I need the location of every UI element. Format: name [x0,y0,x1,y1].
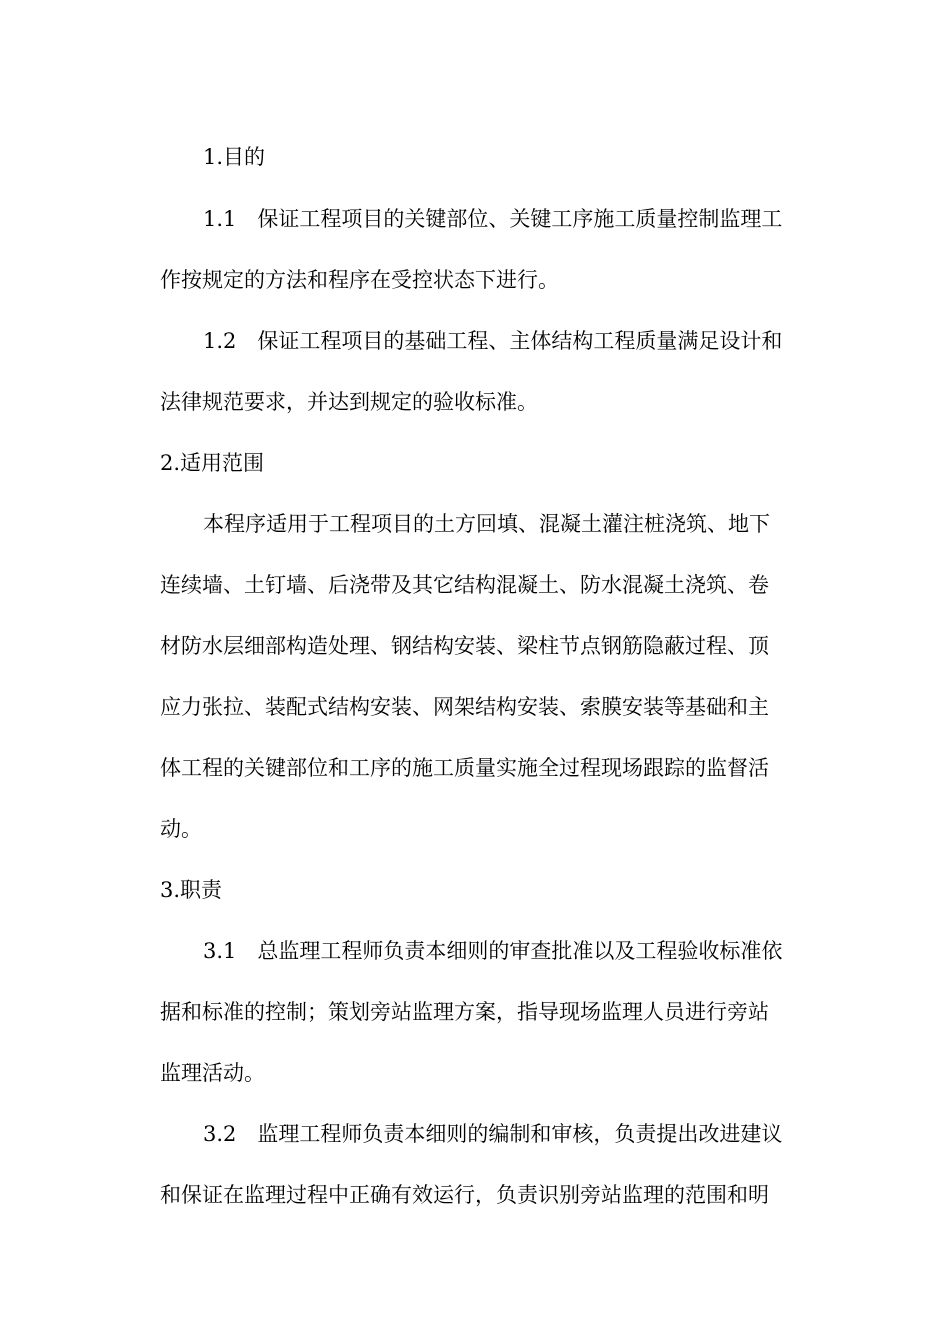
paragraph-line: 3.1 总监理工程师负责本细则的审查批准以及工程验收标准依 [203,939,783,963]
paragraph-line: 3.2 监理工程师负责本细则的编制和审核，负责提出改进建议 [203,1122,783,1146]
paragraph-line: 法律规范要求，并达到规定的验收标准。 [160,390,538,414]
section-heading-responsibilities: 3.职责 [160,878,223,902]
paragraph-line: 应力张拉、装配式结构安装、网架结构安装、索膜安装等基础和主 [160,695,769,719]
section-heading-purpose: 1.目的 [203,145,266,169]
paragraph-line: 连续墙、土钉墙、后浇带及其它结构混凝土、防水混凝土浇筑、卷 [160,573,769,597]
paragraph-line: 作按规定的方法和程序在受控状态下进行。 [160,268,559,292]
paragraph-line: 据和标准的控制；策划旁站监理方案，指导现场监理人员进行旁站 [160,1000,769,1024]
section-heading-scope: 2.适用范围 [160,451,265,475]
paragraph-line: 动。 [160,817,202,841]
paragraph-line: 体工程的关键部位和工序的施工质量实施全过程现场跟踪的监督活 [160,756,769,780]
paragraph-line: 1.1 保证工程项目的关键部位、关键工序施工质量控制监理工 [203,207,783,231]
paragraph-line: 本程序适用于工程项目的土方回填、混凝土灌注桩浇筑、地下 [203,512,770,536]
paragraph-line: 和保证在监理过程中正确有效运行，负责识别旁站监理的范围和明 [160,1183,769,1207]
paragraph-line: 1.2 保证工程项目的基础工程、主体结构工程质量满足设计和 [203,329,783,353]
paragraph-line: 材防水层细部构造处理、钢结构安装、梁柱节点钢筋隐蔽过程、顶 [160,634,769,658]
paragraph-line: 监理活动。 [160,1061,265,1085]
